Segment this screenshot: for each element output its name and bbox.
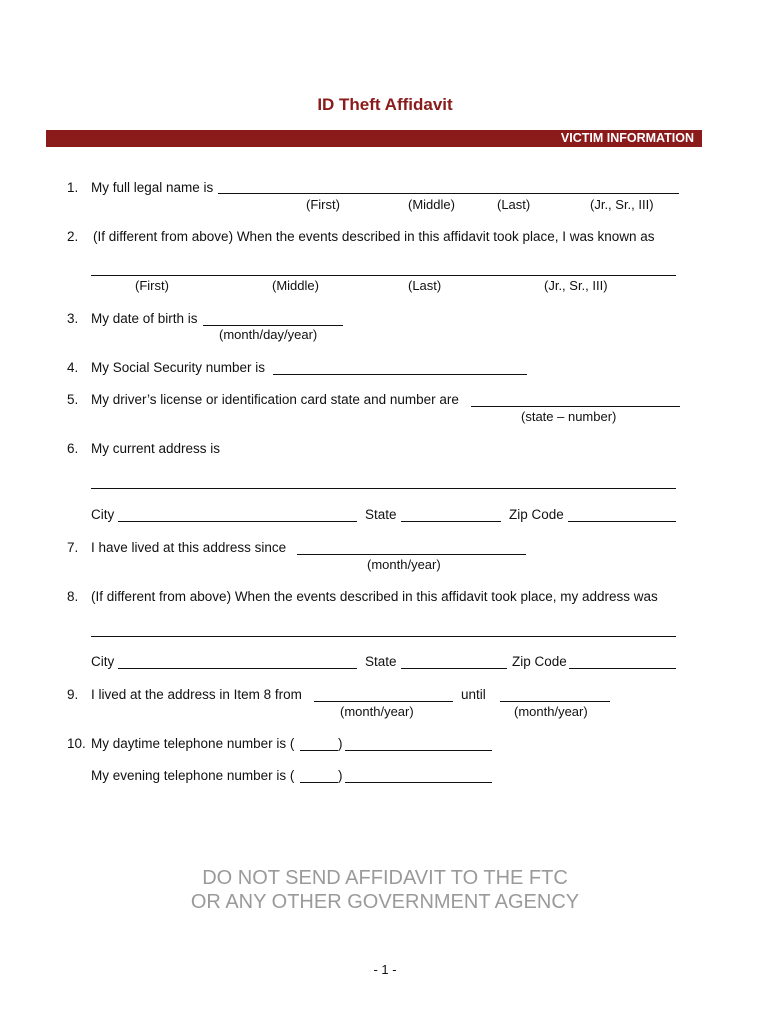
evening-phone-field[interactable]	[345, 782, 492, 783]
city-field[interactable]	[118, 521, 357, 522]
full-name-field[interactable]	[218, 193, 679, 194]
item-8-text: (If different from above) When the events described in this affidavit took place, my address was	[91, 589, 658, 604]
field-label-last: (Last)	[408, 278, 442, 293]
item-6-text: My current address is	[91, 441, 221, 456]
city-label: City	[91, 654, 115, 669]
item-number: 7.	[67, 540, 79, 555]
until-label: until	[461, 687, 486, 702]
item-number: 1.	[67, 180, 79, 195]
field-label-last: (Last)	[497, 197, 531, 212]
item-number: 3.	[67, 311, 79, 326]
item-number: 10.	[67, 736, 86, 751]
warning-line-2: OR ANY OTHER GOVERNMENT AGENCY	[190, 891, 580, 913]
daytime-phone-field[interactable]	[345, 750, 492, 751]
evening-area-code-field[interactable]	[300, 782, 338, 783]
field-label-suffix: (Jr., Sr., III)	[590, 197, 654, 212]
field-label-first: (First)	[135, 278, 169, 293]
paren-close: )	[338, 736, 343, 751]
item-9-text: I lived at the address in Item 8 from	[91, 687, 302, 702]
date-of-birth-field[interactable]	[203, 325, 343, 326]
evening-phone-text: My evening telephone number is (	[91, 768, 295, 783]
paren-close: )	[338, 768, 343, 783]
zip-label: Zip Code	[509, 507, 564, 522]
page-title: ID Theft Affidavit	[317, 95, 453, 114]
item-number: 5.	[67, 392, 79, 407]
field-label-middle: (Middle)	[272, 278, 319, 293]
field-label-date: (month/day/year)	[219, 327, 318, 342]
state-field[interactable]	[401, 668, 507, 669]
section-header: VICTIM INFORMATION	[560, 131, 694, 145]
field-label-middle: (Middle)	[408, 197, 455, 212]
item-7-text: I have lived at this address since	[91, 540, 287, 555]
item-1-text: My full legal name is	[91, 180, 214, 195]
item-number: 4.	[67, 360, 79, 375]
field-label-from-month-year: (month/year)	[340, 704, 414, 719]
state-field[interactable]	[401, 521, 501, 522]
item-4-text: My Social Security number is	[91, 360, 266, 375]
daytime-phone-text: My daytime telephone number is (	[91, 736, 295, 751]
field-label-until-month-year: (month/year)	[514, 704, 588, 719]
zip-label: Zip Code	[512, 654, 567, 669]
state-label: State	[365, 654, 397, 669]
daytime-area-code-field[interactable]	[300, 750, 338, 751]
city-label: City	[91, 507, 115, 522]
item-3-text: My date of birth is	[91, 311, 198, 326]
former-address-field[interactable]	[91, 636, 676, 637]
zip-field[interactable]	[569, 668, 676, 669]
item-number: 2.	[67, 229, 79, 244]
item-number: 8.	[67, 589, 79, 604]
field-label-first: (First)	[306, 197, 340, 212]
from-date-field[interactable]	[314, 701, 453, 702]
former-name-field[interactable]	[91, 275, 676, 276]
field-label-state-number: (state – number)	[521, 409, 617, 424]
lived-since-field[interactable]	[297, 554, 526, 555]
state-label: State	[365, 507, 397, 522]
field-label-suffix: (Jr., Sr., III)	[544, 278, 608, 293]
ssn-field[interactable]	[273, 374, 527, 375]
until-date-field[interactable]	[500, 701, 610, 702]
current-address-field[interactable]	[91, 488, 676, 489]
item-number: 6.	[67, 441, 79, 456]
section-header-bar	[46, 130, 702, 147]
item-5-text: My driver’s license or identification card state and number are	[91, 392, 459, 407]
license-field[interactable]	[471, 406, 680, 407]
page-number: - 1 -	[373, 962, 397, 977]
zip-field[interactable]	[568, 521, 676, 522]
warning-line-1: DO NOT SEND AFFIDAVIT TO THE FTC	[202, 867, 568, 889]
city-field[interactable]	[118, 668, 357, 669]
field-label-month-year: (month/year)	[367, 557, 441, 572]
item-number: 9.	[67, 687, 79, 702]
item-2-text: (If different from above) When the events described in this affidavit took place, I was known as	[93, 229, 655, 244]
